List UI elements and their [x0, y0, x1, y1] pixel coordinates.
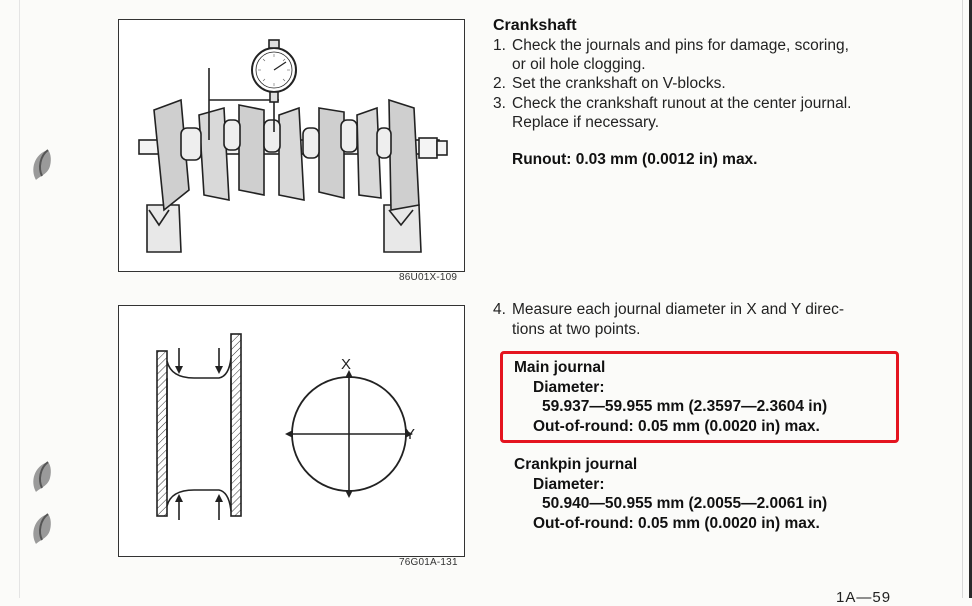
axis-y-label: Y	[405, 426, 416, 443]
spec-limit: Out-of-round: 0.05 mm (0.0020 in) max.	[533, 514, 820, 532]
crankpin-journal-spec	[514, 455, 827, 533]
procedure-step	[493, 94, 903, 132]
page-number: 1A—59	[836, 589, 892, 606]
figure-caption: 86U01X-109	[399, 272, 458, 283]
runout-spec: Runout: 0.03 mm (0.0012 in) max.	[512, 151, 758, 168]
step-line: Set the crankshaft on V-blocks.	[512, 75, 726, 93]
spec-heading: Main journal	[514, 359, 606, 376]
step-number: 1.	[493, 37, 506, 54]
step-number: 4.	[493, 301, 506, 318]
procedure-step	[493, 36, 903, 74]
binder-hole-mark	[26, 148, 56, 184]
step-line: Replace if necessary.	[512, 113, 660, 131]
procedure-step	[493, 300, 903, 339]
step-number: 2.	[493, 75, 506, 93]
binder-hole-mark	[26, 512, 56, 548]
binder-hole-mark	[26, 460, 56, 496]
step-line: Measure each journal diameter in X and Y direc-	[512, 301, 845, 318]
page-margin-line	[19, 0, 20, 598]
spec-value: 59.937—59.955 mm (2.3597—2.3604 in)	[542, 398, 828, 415]
section-title: Crankshaft	[493, 17, 577, 34]
step-line: or oil hole clogging.	[512, 56, 646, 74]
main-journal-spec	[514, 358, 827, 436]
spec-label: Diameter:	[533, 475, 605, 493]
journal-measurement-figure	[118, 305, 465, 557]
step-number: 3.	[493, 94, 506, 112]
crankshaft-runout-figure	[118, 19, 465, 272]
step-line: Check the journals and pins for damage, scoring,	[512, 37, 849, 54]
figure-caption: 76G01A-131	[399, 557, 458, 568]
crankshaft-illustration	[119, 20, 464, 271]
axis-x-label: X	[341, 356, 352, 373]
procedure-step	[493, 74, 903, 93]
step-line: tions at two points.	[512, 320, 641, 338]
spec-limit: Out-of-round: 0.05 mm (0.0020 in) max.	[533, 417, 820, 435]
step-line: Check the crankshaft runout at the center journal.	[512, 94, 852, 112]
spec-heading: Crankpin journal	[514, 456, 638, 473]
procedure-steps	[493, 36, 903, 132]
spec-label: Diameter:	[533, 378, 605, 396]
spec-value: 50.940—50.955 mm (2.0055—2.0061 in)	[542, 495, 828, 512]
page-edge-shadow	[962, 0, 963, 598]
